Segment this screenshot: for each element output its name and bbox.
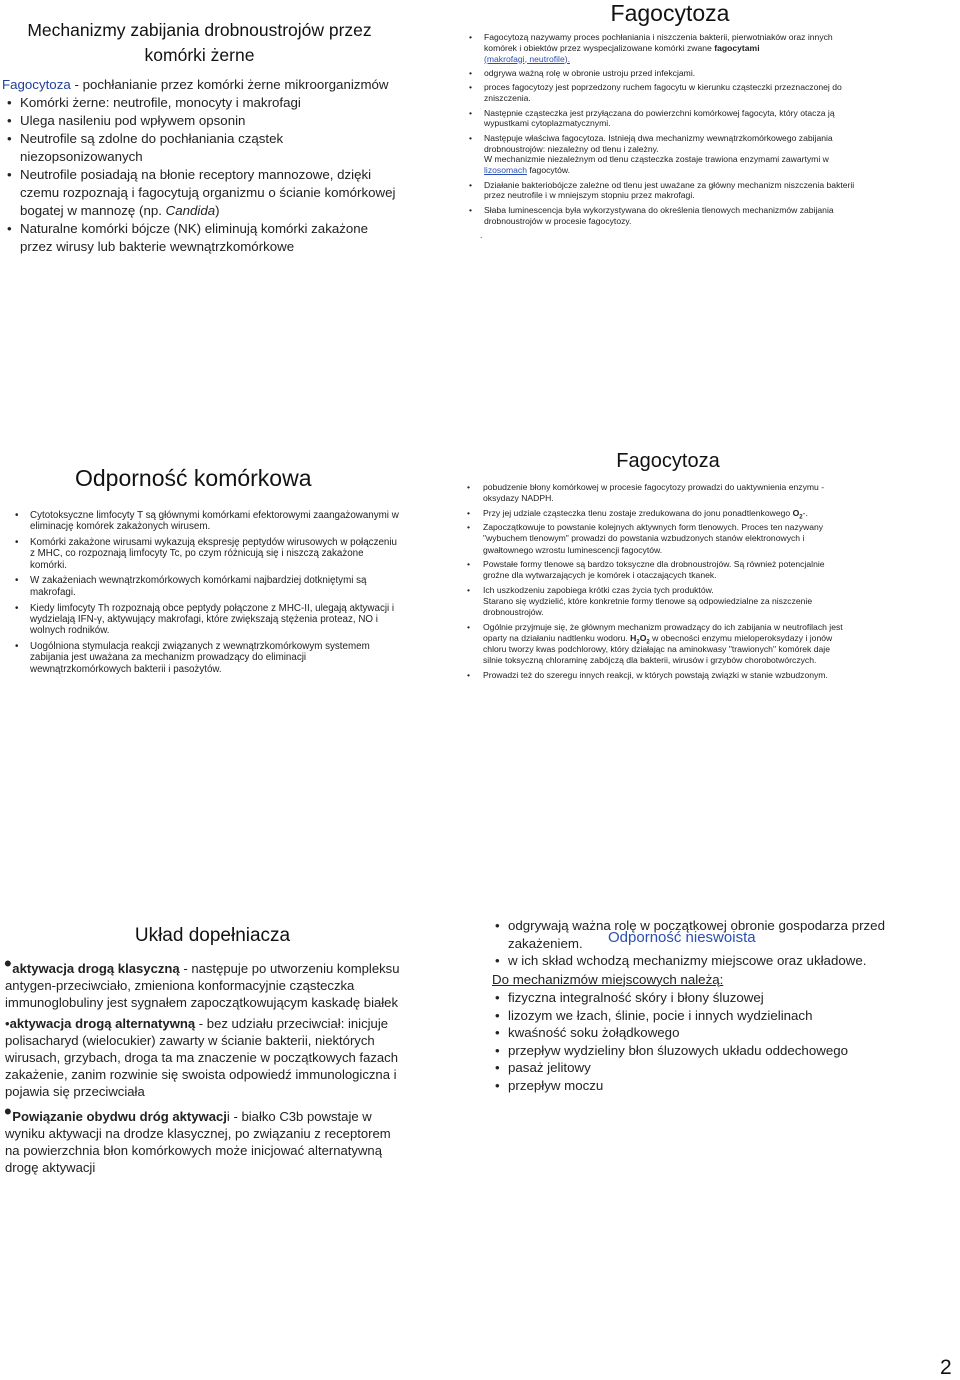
slide-title: Układ dopełniacza [134, 925, 291, 946]
intro-text: - pochłanianie przez komórki żerne mikroorganizmów [70, 77, 389, 92]
item-bold: H [630, 632, 637, 643]
item-subscript: 2 [646, 639, 650, 646]
slide-fagocytoza-2 [483, 448, 843, 684]
list-item: • w ich skład wchodzą mechanizmy miejscowe oraz układowe. [508, 952, 885, 970]
item-text: - następuje po utworzeniu kompleksu antygen-przeciwciało, zmieniona konformacyjnie cząsteczka immunoglobuliny jest sygnałem zapoczątkowującym kaskadę białek [5, 961, 400, 1010]
item-text: i - białko C3b powstaje w wyniku aktywacji na drodze klasycznej, po związaniu z receptorem na powierzchnia błon komórkowych może inicjować alternatywną drogę aktywacji [5, 1109, 391, 1175]
list-item: • Powstałe formy tlenowe są bardzo toksyczne dla drobnoustrojów. Są również potencjalnie groźne dla wytwarzających je komórek i otaczających tkanek. [483, 559, 843, 581]
slide-title: Fagocytoza [610, 0, 730, 26]
slide-title: Fagocytoza [616, 450, 720, 472]
list-item: • Ulega nasileniu pod wpływem opsonin [20, 112, 397, 130]
list-item [484, 32, 860, 64]
list-item [483, 622, 843, 667]
mechanism-list [490, 989, 885, 1094]
list-item: • lizozym we łzach, ślinie, pocie i innych wydzielinach [508, 1007, 885, 1025]
list-item: • Następnie cząsteczka jest przyłączana do powierzchni komórkowej fagocyta, który otacza ją wypustkami cytoplazmatycznymi. [484, 108, 860, 130]
list-item [20, 166, 397, 220]
item-text: - bez udziału przeciwciał: inicjuje polisacharyd (wielocukier) zawarty w ścianie bakterii, niektórych wirusach, grzybach, droga ta ma znaczenie w początkowych fazach zakażenie, zanim rozwinie się swoista odpowiedź immunologiczna i pojawia się przeciwciała [5, 1016, 399, 1099]
slide-odpornosc-nieswoista [490, 917, 885, 1094]
trailing-dot: . [480, 229, 483, 240]
list-item: • Neutrofile są zdolne do pochłaniania cząstek niezopsonizowanych [20, 130, 397, 166]
list-item: • Działanie bakteriobójcze zależne od tlenu jest uważane za główny mechanizm niszczenia bakterii przez neutrofile i w mniejszym stopniu przez makrofagi. [484, 180, 860, 202]
link-makrofagi[interactable]: (makrofagi, neutrofile). [484, 53, 570, 64]
item-text: Fagocytozą nazywamy proces pochłaniania i niszczenia bakterii, pierwotniaków oraz innych komórek i obiektów przez wyspecjalizowane komórki zwane [484, 32, 833, 53]
list-item: • proces fagocytozy jest poprzedzony ruchem fagocytu w kierunku cząsteczki przeznaczonej do zniszczenia. [484, 82, 860, 104]
item-bold: Powiązanie obydwu dróg aktywacj [12, 1109, 227, 1124]
item-text: Ich uszkodzeniu zapobiega krótki czas życia tych produktów. [483, 584, 714, 595]
paragraph [5, 960, 400, 1011]
intro-term: Fagocytoza [2, 77, 71, 92]
slide-title: Odporność komórkowa [75, 465, 312, 491]
item-subscript: 2 [636, 639, 640, 646]
bullet-list [480, 32, 860, 226]
item-bold: fagocytami [714, 42, 760, 53]
paragraph [5, 1108, 400, 1176]
bullet-char: • [5, 1016, 10, 1031]
list-item: • Komórki zakażone wirusami wykazują ekspresję peptydów wirusowych w połączeniu z MHC, co rozpoznają limfocyty Tc, po czym różnicują się i niszczą zakażone komórki. [30, 537, 400, 571]
list-item [483, 508, 843, 519]
bullet-list [490, 917, 885, 970]
slide-title: Odporność nieswoista [608, 929, 756, 946]
item-text: w obecności enzymu mieloperoksydazy i jonów chloru tworzy kwas podchlorowy, który działając na aminokwasy "trawionych" komórek daje silnie toksyczną chloraminę zabójczą dla bakterii, wirusów i grzybów chorobotwórczych. [483, 632, 833, 666]
section-heading: Do mechanizmów miejscowych należą: [492, 971, 724, 987]
item-text: -. [802, 507, 808, 518]
list-item: • przepływ moczu [508, 1077, 885, 1095]
item-text: Starano się wydzielić, które konkretnie formy tlenowe są odpowiedzialne za niszczenie drobnoustrojów. [483, 596, 813, 618]
slide-mechanizmy [2, 18, 397, 256]
item-text: Neutrofile posiadają na błonie receptory mannozowe, dzięki czemu rozpoznają i fagocytują organizmu o ścianie komórkowej bogatej w mannozę (np. [20, 167, 396, 218]
list-item: • pobudzenie błony komórkowej w procesie fagocytozy prowadzi do uaktywnienia enzymu - oksydazy NADPH. [483, 482, 843, 504]
list-item [483, 585, 843, 619]
list-item: • Zapoczątkowuje to powstanie kolejnych aktywnych form tlenowych. Proces ten nazywany "wybuchem tlenowym" prowadzi do powstania wzbudzonych stanów elektronowych i gwałtownego wzrostu luminescencji fagocytów. [483, 522, 843, 556]
item-bold: O [792, 507, 800, 518]
paragraph [5, 1015, 400, 1100]
item-text: W mechanizmie niezależnym od tlenu cząsteczka zostaje trawiona enzymami zawartymi w [484, 154, 829, 165]
list-item: • Cytotoksyczne limfocyty T są głównymi komórkami efektorowymi zaangażowanymi w eliminację komórek zakażonych wirusem. [30, 510, 400, 533]
slide-odpornosc-komorkowa [30, 464, 400, 679]
bullet-list [2, 94, 397, 256]
list-item: • Kiedy limfocyty Th rozpoznają obce peptydy połączone z MHC-II, ulegają aktywacji i wydzielają IFN-γ, aktywujący makrofagi, które zwiększają stężenia proteaz, NO i wolnych rodników. [30, 603, 400, 637]
item-italic: Candida [165, 203, 216, 218]
list-item: • Komórki żerne: neutrofile, monocyty i makrofagi [20, 94, 397, 112]
bullet-list [30, 510, 400, 675]
list-item: • fizyczna integralność skóry i błony śluzowej [508, 989, 885, 1007]
item-bold: O [639, 632, 647, 643]
slide-uklad-dopelniacza [5, 922, 400, 1180]
item-bold: aktywacja drogą klasyczną [12, 961, 180, 976]
slide-fagocytoza-1 [480, 0, 860, 241]
page-number: 2 [940, 1356, 952, 1379]
item-text: fagocytów. [527, 165, 570, 176]
list-item: • pasaż jelitowy [508, 1059, 885, 1077]
list-item: • Słaba luminescencja była wykorzystywana do określenia tlenowych mechanizmów zabijania drobnoustrojów w procesie fagocytozy. [484, 205, 860, 227]
list-item: • Naturalne komórki bójcze (NK) eliminują komórki zakażone przez wirusy lub bakterie wewnątrzkomórkowe [20, 220, 397, 256]
list-item: • W zakażeniach wewnątrzkomórkowych komórkami najbardziej dotkniętymi są makrofagi. [30, 575, 400, 598]
list-item: • Prowadzi też do szeregu innych reakcji, w których powstają związki w stanie wzbudzonym. [483, 670, 843, 681]
item-text: Ogólnie przyjmuje się, że głównym mechanizm prowadzący do ich zabijania w neutrofilach jest oparty na działaniu nadtlenku wodoru. [483, 621, 843, 643]
list-item: • odgrywają ważna rolę w początkowej obronie gospodarza przed zakażeniem. [508, 917, 885, 952]
item-text: Następuje właściwa fagocytoza. Istnieją dwa mechanizmy wewnątrzkomórkowego zabijania drobnoustrojów: niezależny od tlenu i zależny. [484, 132, 833, 154]
list-item: • odgrywa ważną rolę w obronie ustroju przed infekcjami. [484, 68, 860, 79]
list-item: • Uogólniona stymulacja reakcji związanych z wewnątrzkomórkowym systemem zabijania jest uważana za mechanizm prowadzący do eliminacji wewnątrzkomórkowych bakterii i pasożytów. [30, 641, 400, 675]
slide-title: Mechanizmy zabijania drobnoustrojów przez komórki żerne [27, 20, 372, 65]
item-text: ) [215, 203, 220, 218]
list-item: • przepływ wydzieliny błon śluzowych układu oddechowego [508, 1042, 885, 1060]
list-item: • kwaśność soku żołądkowego [508, 1024, 885, 1042]
bullet-list [483, 482, 843, 681]
item-text: Przy jej udziale cząsteczka tlenu zostaje zredukowana do jonu ponadtlenkowego [483, 507, 793, 518]
item-bold: aktywacja drogą alternatywną [9, 1016, 196, 1031]
link-lizosomy[interactable]: lizosomach [484, 165, 527, 176]
list-item [484, 133, 860, 176]
intro-line [2, 76, 397, 94]
item-subscript: 2 [799, 514, 803, 521]
